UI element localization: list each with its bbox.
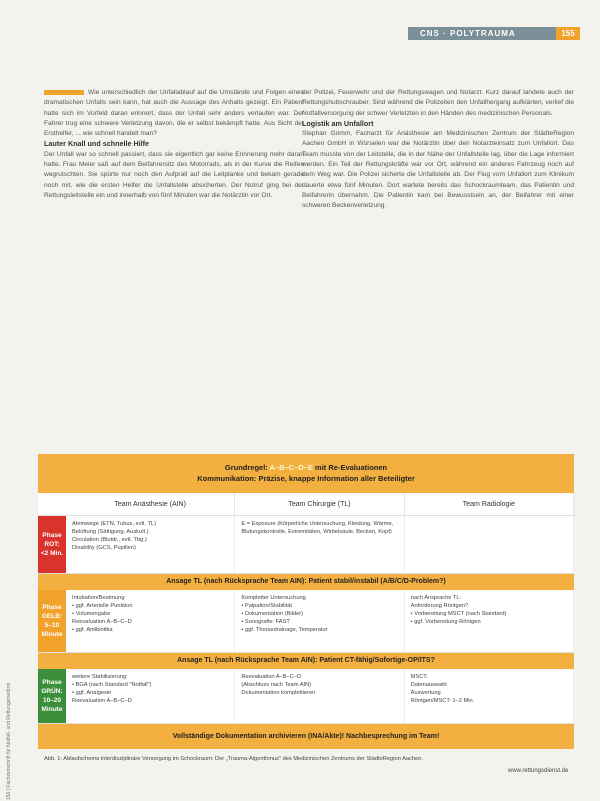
phase-cell xyxy=(405,516,574,573)
phase-row-red xyxy=(38,516,574,574)
phase-row-green xyxy=(38,669,574,724)
phase-cell: nach Ansprache TL: Anforderung Röntgen? • Vorbereitung MSCT (nach Standard) • ggf. Vorbereitung Röntgen xyxy=(405,590,574,652)
section-heading: Lauter Knall und schnelle Hilfe xyxy=(44,139,150,149)
band-title: Grundregel: xyxy=(224,463,270,472)
paragraph-text: Wie unterschiedlich der Unfallablauf auf die Umstände und Folgen eines dramatischen Unfalls sein kann, hat auch die Aussage des Anhalts gezeigt. Ein Patient hatte sich im Vorfeld daran erinnert, dass der Unfall sehr anders verlaufen war. Der Fahrer trug eine schwere Verletzung davon, die er selbst bekämpft hatte. Aus Sicht der Ersthelfer, ... wie schnell handelt man? xyxy=(44,89,304,138)
paragraph xyxy=(44,88,304,139)
paragraph: Stephan Grimm, Facharzt für Anästhesie am Medizinischen Zentrum der StädteRegion Aachen GmbH in Würselen war die Notärztin über den Notarzteinsatz zum Unfallort. Das Team musste von der Leitstelle, die in der Nähe der Unfallstelle lag, über die Lage informiert werden. Ein Teil der Rettungskräfte war vor Ort, während ein anderes Fahrzeug noch auf dem Weg war. Die Polizei sicherte die Unfallstelle ab. Der Flug vom Unfallort zum Klinikum dauerte etwa fünf Minuten. Dort wartete bereits das Schockraumteam, das Patientin und Beifahrerin übernahm. Die Patientin kam bei Bewusstsein an, der Beifahrer mit einer schweren Beckenverletzung. xyxy=(302,130,574,210)
band-abc: A–B–C–D–E xyxy=(269,463,313,472)
right-column xyxy=(302,88,574,212)
section-header xyxy=(408,27,580,40)
accent-bar xyxy=(44,90,84,95)
phase-cell: Intubation/Beatmung • ggf. Arterielle Punktion • Volumengabe Reevaluation A–B–C–D • ggf. Antibiotika xyxy=(66,590,235,652)
figure-caption: Abb. 1: Ablaufschema interdisziplinäre Versorgung im Schockraum: Der „Trauma-Algorithmus" des Medizinischen Zentrums der StädteRegion Aachen. xyxy=(44,756,423,762)
team-header: Team Chirurgie (TL) xyxy=(235,493,404,515)
page-number: 155 xyxy=(556,27,580,40)
spacer xyxy=(38,493,66,515)
phase-cell: E = Exposure (Körperliche Untersuchung, Kleidung, Wärme, Blutungskontrolle, Extremitäten, Wirbelsäule, Becken, Kopf) xyxy=(235,516,404,573)
figure-title-band xyxy=(38,454,574,493)
side-note: 150 | Fachzeitschrift für Notfall- und Rettungsmedizin xyxy=(6,682,12,800)
team-header: Team Radiologie xyxy=(405,493,574,515)
team-header: Team Anästhesie (AIN) xyxy=(66,493,235,515)
paragraph: Der Unfall war so schnell passiert, dass sie eigentlich gar keine Erinnerung mehr daran hatte. Frau Meier saß auf dem Beifahrersitz des Motorrads, als in der Kurve die Reifen wegrutschten. Sie spürte nur noch den Aufprall auf die Leitplanke und bekam gerade noch mit, wie die ersten Helfer die Unfallstelle absicherten. Der Notruf ging bei der Rettungsleitstelle ein und innerhalb von fünf Minuten war die Notärztin vor Ort. xyxy=(44,150,304,199)
band-subtitle: Kommunikation: Präzise, knappe Information aller Beteiligter xyxy=(197,474,415,483)
paragraph: der Polizei, Feuerwehr und der Rettungswagen und Notarzt. Kurz darauf landete auch der Rettungshubschrauber. Sind während die Polizeiten den Unfallhergang aufklärten, verlief die Notfallversorgung der schwer Verletzten in den Händen des medizinischen Personals. xyxy=(302,89,574,117)
transition-band: Ansage TL (nach Rücksprache Team AIN): Patient CT-fähig/Sofortige-OP/ITS? xyxy=(38,653,574,669)
team-headers xyxy=(38,493,574,516)
trauma-algorithm-figure xyxy=(38,454,574,769)
left-column xyxy=(44,88,304,201)
transition-band: Ansage TL (nach Rücksprache Team AIN): Patient stabil/instabil (A/B/C/D-Problem?) xyxy=(38,574,574,590)
phase-row-yellow xyxy=(38,590,574,653)
phase-cell: Kompletter Untersuchung • Palpation/Stabilität • Dokumentation (Bilder) • Sonografie: FAST • ggf. Thoraxdrainage, Temperatur xyxy=(235,590,404,652)
phase-cell: weitere Stabilisierung: • BGA (nach Standard "Notfall") • ggf. Analgesie Reevaluation A–B–C–D xyxy=(66,669,235,723)
bottom-band: Vollständige Dokumentation archivieren (INA/Akte)! Nachbesprechung im Team! xyxy=(38,724,574,749)
band-title-suffix: mit Re-Evaluationen xyxy=(312,463,388,472)
phase-tag: Phase GRÜN: 10–20 Minute xyxy=(38,669,66,723)
phase-cell: Reevaluation A–B–C–D (Abschluss nach Team AIN) Dokumentation komplettieren xyxy=(235,669,404,723)
phase-tag: Phase ROT: <2 Min. xyxy=(38,516,66,573)
section-title: CNS · POLYTRAUMA xyxy=(420,29,516,38)
phase-cell: Atemwege (ETN, Tubus, evtl. TL) Belüftung (Sättigung, Auskult.) Circulation (Blutdr., evtl. Tbg.) Disability (GCS, Pupillen) xyxy=(66,516,235,573)
footer-url: www.rettungsdienst.de xyxy=(508,768,569,774)
phase-cell: MSCT: Datenauswahl Auswertung Röntgen/MSCT: 1–2 Min. xyxy=(405,669,574,723)
phase-tag: Phase GELB: 5–10 Minute xyxy=(38,590,66,652)
section-heading: Logistik am Unfallort xyxy=(302,118,374,128)
